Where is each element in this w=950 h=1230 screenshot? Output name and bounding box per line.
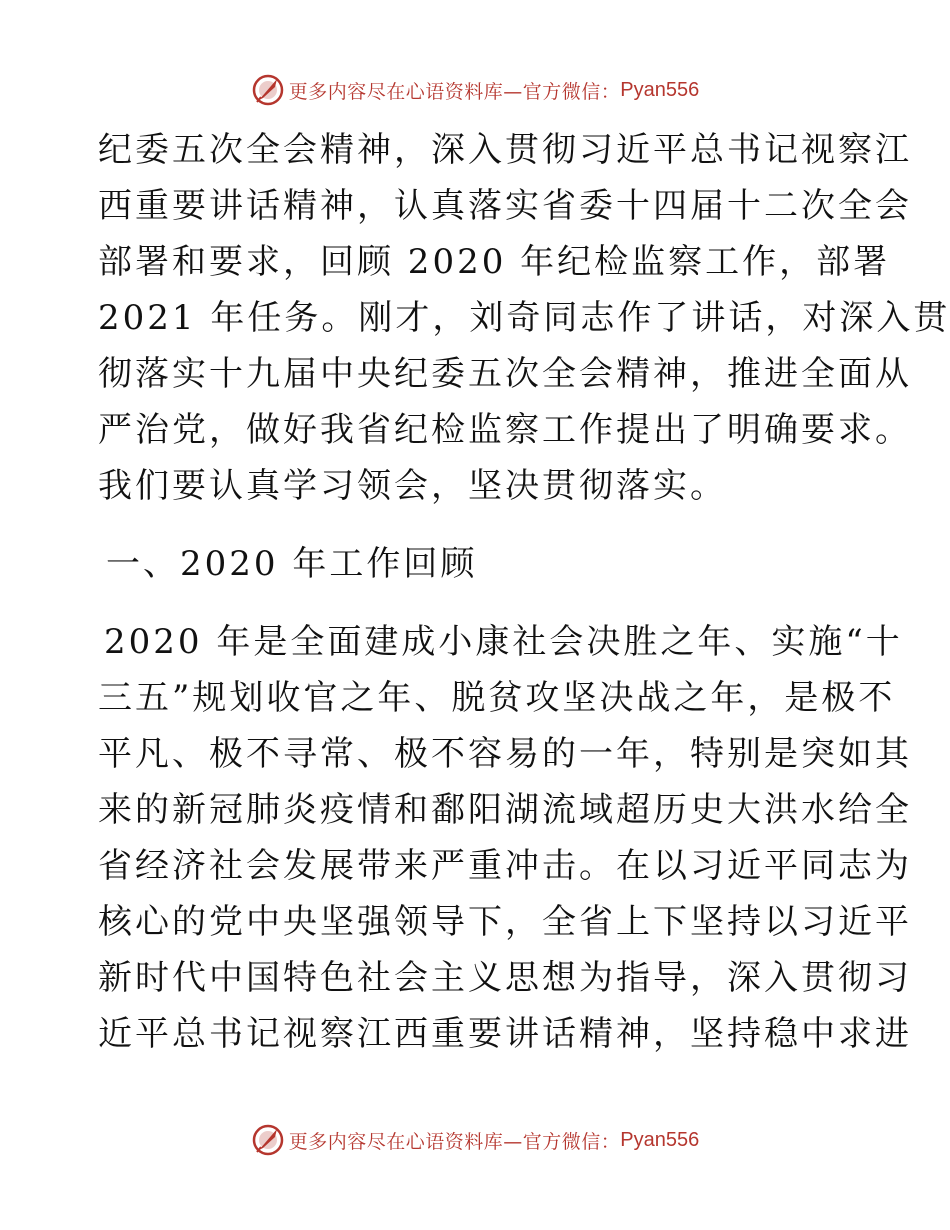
text-line: 西重要讲话精神，认真落实省委十四届十二次全会: [98, 186, 912, 226]
document-body: [98, 122, 950, 1062]
text-line: 新时代中国特色社会主义思想为指导，深入贯彻习: [98, 958, 912, 998]
watermark-wechat-id: Pyan556: [620, 78, 700, 101]
text-line: 来的新冠肺炎疫情和鄱阳湖流域超历史大洪水给全: [98, 790, 912, 830]
watermark-text: 更多内容尽在心语资料库—官方微信：: [288, 1130, 621, 1153]
paragraph-review: [98, 614, 912, 1062]
quill-pen-logo-icon: [251, 1123, 285, 1157]
text-line: 省经济社会发展带来严重冲击。在以习近平同志为: [98, 846, 912, 886]
text-line: 2020 年是全面建成小康社会决胜之年、实施“十: [104, 622, 903, 662]
text-line: 彻落实十九届中央纪委五次全会精神，推进全面从: [98, 354, 912, 394]
footer-watermark: [0, 1120, 950, 1160]
text-line: 严治党，做好我省纪检监察工作提出了明确要求。: [98, 410, 912, 450]
text-line: 2021 年任务。刚才，刘奇同志作了讲话，对深入贯: [98, 298, 950, 338]
text-line: 近平总书记视察江西重要讲话精神，坚持稳中求进: [98, 1014, 912, 1054]
text-line: 平凡、极不寻常、极不容易的一年，特别是突如其: [98, 734, 912, 774]
text-line: 部署和要求，回顾 2020 年纪检监察工作，部署: [98, 242, 891, 282]
text-line: 三五”规划收官之年、脱贫攻坚决战之年，是极不: [98, 678, 896, 718]
section-heading: 一、2020 年工作回顾: [106, 544, 478, 584]
text-line: 纪委五次全会精神，深入贯彻习近平总书记视察江: [98, 130, 912, 170]
header-watermark: [0, 70, 950, 110]
watermark-wechat-id: Pyan556: [620, 1128, 700, 1151]
quill-pen-logo-icon: [251, 73, 285, 107]
text-line: 核心的党中央坚强领导下，全省上下坚持以习近平: [98, 902, 912, 942]
watermark-text: 更多内容尽在心语资料库—官方微信：: [288, 80, 621, 103]
paragraph-intro: [98, 122, 950, 514]
text-line: 我们要认真学习领会，坚决贯彻落实。: [98, 466, 727, 506]
